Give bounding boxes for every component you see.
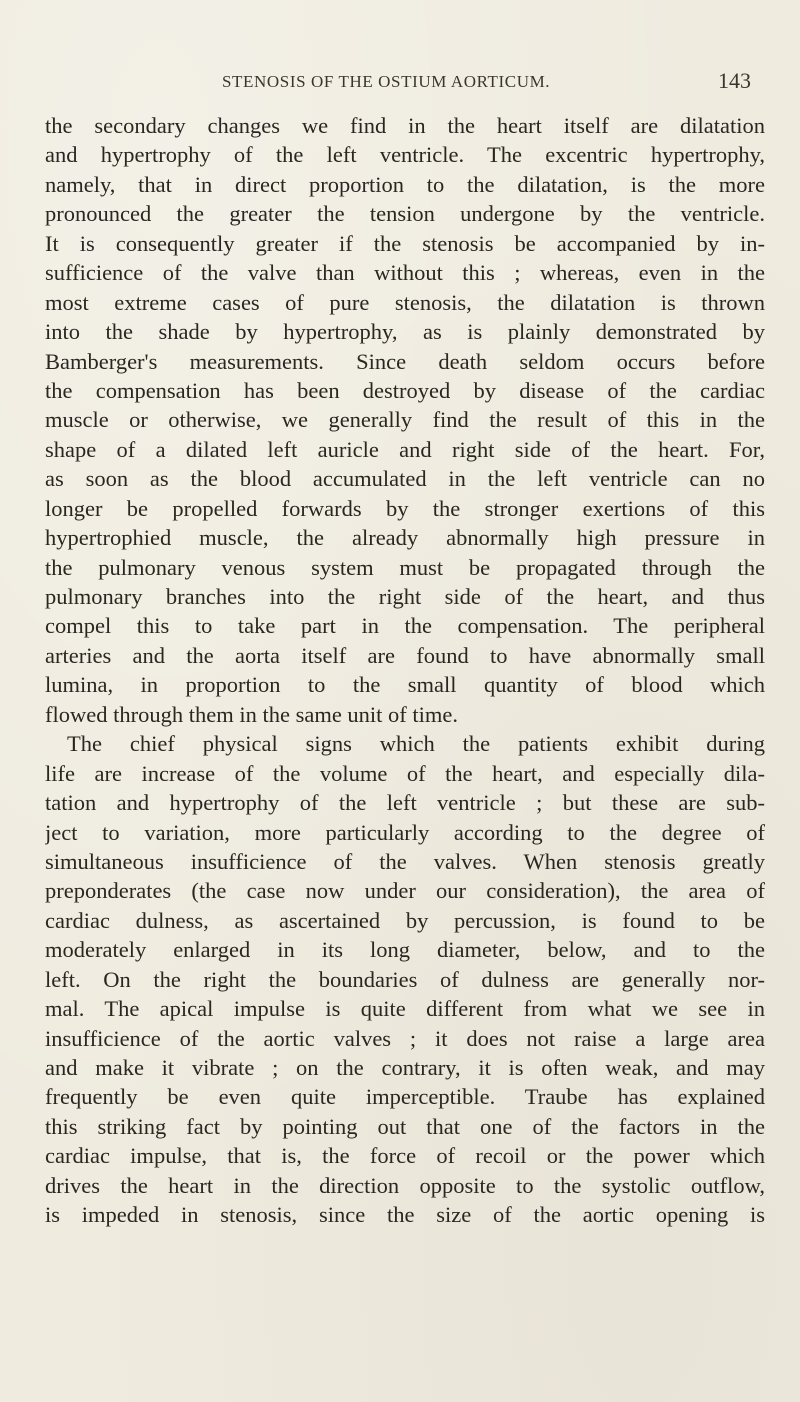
text-line: the pulmonary venous system must be propagated through the xyxy=(45,554,765,580)
text-line: insufficience of the aortic valves ; it does not raise a large area xyxy=(45,1025,765,1051)
text-line: It is consequently greater if the stenosis be accompanied by in- xyxy=(45,230,765,256)
text-line: frequently be even quite imperceptible. Traube has explained xyxy=(45,1084,765,1110)
text-line: left. On the right the boundaries of dulness are generally nor- xyxy=(45,966,765,992)
running-header xyxy=(0,68,800,98)
text-line: ject to variation, more particularly according to the degree of xyxy=(45,819,765,845)
paragraph xyxy=(45,729,765,1229)
text-line: lumina, in proportion to the small quantity of blood which xyxy=(45,672,765,698)
text-line: arteries and the aorta itself are found to have abnormally small xyxy=(45,642,765,668)
text-line: cardiac impulse, that is, the force of recoil or the power which xyxy=(45,1143,765,1169)
text-line: pulmonary branches into the right side of the heart, and thus xyxy=(45,584,765,609)
paragraph xyxy=(45,111,765,729)
text-line: pronounced the greater the tension undergone by the ventricle. xyxy=(45,201,765,227)
text-line: and hypertrophy of the left ventricle. The excentric hypertrophy, xyxy=(45,142,765,168)
text-line: shape of a dilated left auricle and right side of the heart. For, xyxy=(45,436,765,462)
text-line: tation and hypertrophy of the left ventricle ; but these are sub- xyxy=(45,790,765,816)
body-text xyxy=(45,111,765,1230)
text-line: muscle or otherwise, we generally find the result of this in the xyxy=(45,407,765,433)
text-line: mal. The apical impulse is quite different from what we see in xyxy=(45,996,765,1022)
text-line: sufficience of the valve than without this ; whereas, even in the xyxy=(45,260,765,286)
text-line: longer be propelled forwards by the stronger exertions of this xyxy=(45,495,765,521)
text-line: cardiac dulness, as ascertained by percussion, is found to be xyxy=(45,907,765,933)
text-line: The chief physical signs which the patients exhibit during xyxy=(67,731,765,757)
text-line: Bamberger's measurements. Since death seldom occurs before xyxy=(45,348,765,374)
running-title: STENOSIS OF THE OSTIUM AORTICUM. xyxy=(222,72,551,91)
text-line: the compensation has been destroyed by disease of the cardiac xyxy=(45,377,765,403)
text-line: as soon as the blood accumulated in the left ventricle can no xyxy=(45,466,765,492)
text-line: flowed through them in the same unit of time. xyxy=(45,701,459,727)
text-line: simultaneous insufficience of the valves. When stenosis greatly xyxy=(45,848,765,874)
text-line: hypertrophied muscle, the already abnormally high pressure in xyxy=(45,525,765,551)
text-line: preponderates (the case now under our consideration), the area of xyxy=(45,878,765,904)
text-line: into the shade by hypertrophy, as is plainly demonstrated by xyxy=(45,319,765,345)
text-line: and make it vibrate ; on the contrary, it is often weak, and may xyxy=(45,1055,765,1080)
text-line: compel this to take part in the compensation. The peripheral xyxy=(45,613,765,639)
page-number: 143 xyxy=(718,68,751,93)
text-line: namely, that in direct proportion to the dilatation, is the more xyxy=(45,171,765,197)
text-line: most extreme cases of pure stenosis, the dilatation is thrown xyxy=(45,289,765,315)
text-line: moderately enlarged in its long diameter, below, and to the xyxy=(45,937,765,963)
text-line: life are increase of the volume of the heart, and especially dila- xyxy=(45,760,765,786)
text-line: this striking fact by pointing out that one of the factors in the xyxy=(45,1113,765,1139)
text-line: drives the heart in the direction opposite to the systolic outflow, xyxy=(45,1172,765,1198)
text-line: the secondary changes we find in the heart itself are dilatation xyxy=(45,113,765,138)
text-line: is impeded in stenosis, since the size of the aortic opening is xyxy=(45,1202,765,1228)
